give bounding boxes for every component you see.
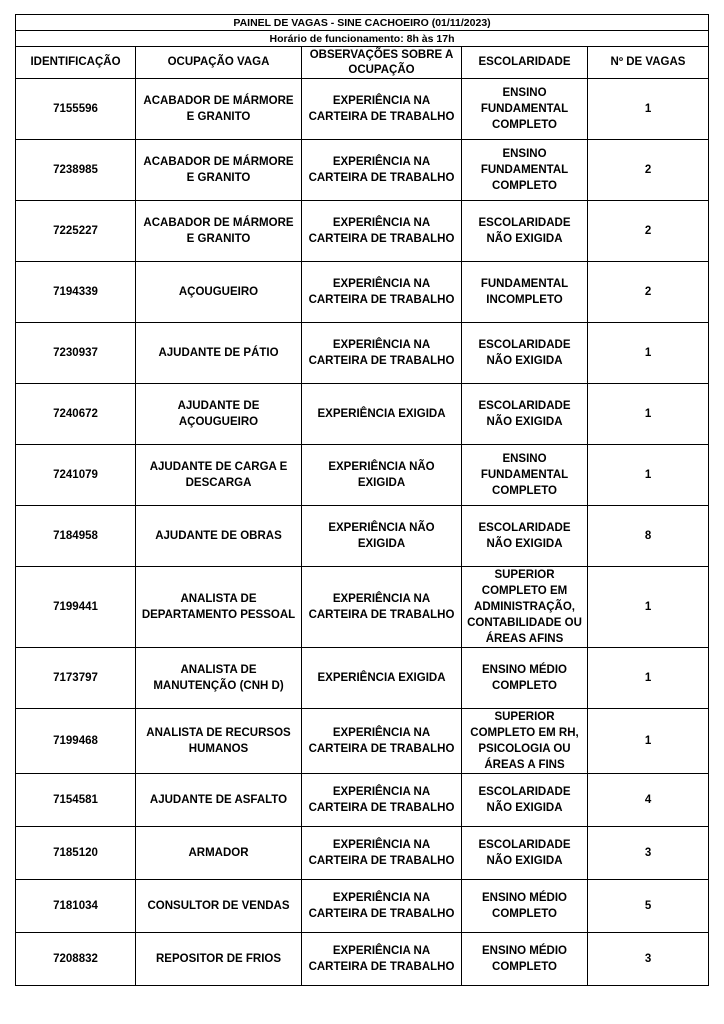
cell-id: 7155596 [16,79,136,140]
table-row [16,567,709,648]
cell-id: 7194339 [16,262,136,323]
column-header-occupation: OCUPAÇÃO VAGA [136,47,302,79]
cell-notes: EXPERIÊNCIA NA CARTEIRA DE TRABALHO [302,262,462,323]
column-header-count: Nº DE VAGAS [588,47,709,79]
table-row [16,709,709,774]
cell-notes: EXPERIÊNCIA NA CARTEIRA DE TRABALHO [302,567,462,648]
cell-count: 1 [588,384,709,445]
cell-education: ESCOLARIDADE NÃO EXIGIDA [462,827,588,880]
cell-occupation: AJUDANTE DE OBRAS [136,506,302,567]
cell-notes: EXPERIÊNCIA NA CARTEIRA DE TRABALHO [302,323,462,384]
column-header-notes: OBSERVAÇÕES SOBRE A OCUPAÇÃO [302,47,462,79]
cell-occupation: AJUDANTE DE ASFALTO [136,774,302,827]
table-header [16,47,709,79]
table-row [16,201,709,262]
table-row [16,79,709,140]
cell-education: ESCOLARIDADE NÃO EXIGIDA [462,323,588,384]
cell-education: SUPERIOR COMPLETO EM ADMINISTRAÇÃO, CONTABILIDADE OU ÁREAS AFINS [462,567,588,648]
cell-count: 2 [588,201,709,262]
cell-id: 7230937 [16,323,136,384]
cell-notes: EXPERIÊNCIA NA CARTEIRA DE TRABALHO [302,140,462,201]
table-row [16,384,709,445]
cell-occupation: REPOSITOR DE FRIOS [136,933,302,986]
cell-education: ESCOLARIDADE NÃO EXIGIDA [462,201,588,262]
table-row [16,323,709,384]
cell-occupation: ANALISTA DE DEPARTAMENTO PESSOAL [136,567,302,648]
cell-notes: EXPERIÊNCIA NÃO EXIGIDA [302,445,462,506]
cell-education: SUPERIOR COMPLETO EM RH, PSICOLOGIA OU ÁREAS A FINS [462,709,588,774]
job-board-sheet [15,14,708,986]
cell-education: ENSINO FUNDAMENTAL COMPLETO [462,79,588,140]
table-row [16,262,709,323]
cell-count: 1 [588,567,709,648]
cell-count: 1 [588,323,709,384]
table-row [16,933,709,986]
cell-notes: EXPERIÊNCIA NA CARTEIRA DE TRABALHO [302,827,462,880]
cell-education: ESCOLARIDADE NÃO EXIGIDA [462,774,588,827]
cell-occupation: ANALISTA DE MANUTENÇÃO (CNH D) [136,648,302,709]
cell-id: 7238985 [16,140,136,201]
cell-notes: EXPERIÊNCIA NA CARTEIRA DE TRABALHO [302,709,462,774]
cell-count: 1 [588,648,709,709]
table-row [16,445,709,506]
table-row [16,774,709,827]
cell-count: 1 [588,709,709,774]
cell-id: 7185120 [16,827,136,880]
cell-id: 7240672 [16,384,136,445]
cell-occupation: AJUDANTE DE CARGA E DESCARGA [136,445,302,506]
cell-id: 7208832 [16,933,136,986]
cell-education: ENSINO MÉDIO COMPLETO [462,933,588,986]
cell-count: 5 [588,880,709,933]
cell-id: 7241079 [16,445,136,506]
opening-hours: Horário de funcionamento: 8h às 17h [16,31,709,47]
cell-count: 3 [588,933,709,986]
column-header-education: ESCOLARIDADE [462,47,588,79]
column-header-id: IDENTIFICAÇÃO [16,47,136,79]
cell-notes: EXPERIÊNCIA NA CARTEIRA DE TRABALHO [302,880,462,933]
cell-education: ESCOLARIDADE NÃO EXIGIDA [462,384,588,445]
table-row [16,140,709,201]
cell-id: 7154581 [16,774,136,827]
job-table [15,14,709,986]
table-row [16,827,709,880]
table-row [16,648,709,709]
cell-education: ENSINO FUNDAMENTAL COMPLETO [462,140,588,201]
cell-occupation: AJUDANTE DE AÇOUGUEIRO [136,384,302,445]
cell-education: FUNDAMENTAL INCOMPLETO [462,262,588,323]
page-title: PAINEL DE VAGAS - SINE CACHOEIRO (01/11/2023) [16,15,709,31]
cell-count: 3 [588,827,709,880]
cell-id: 7184958 [16,506,136,567]
cell-education: ENSINO FUNDAMENTAL COMPLETO [462,445,588,506]
cell-count: 2 [588,140,709,201]
cell-education: ESCOLARIDADE NÃO EXIGIDA [462,506,588,567]
cell-count: 1 [588,445,709,506]
cell-count: 8 [588,506,709,567]
cell-id: 7199441 [16,567,136,648]
cell-occupation: ANALISTA DE RECURSOS HUMANOS [136,709,302,774]
cell-notes: EXPERIÊNCIA NA CARTEIRA DE TRABALHO [302,774,462,827]
cell-notes: EXPERIÊNCIA NA CARTEIRA DE TRABALHO [302,79,462,140]
cell-id: 7173797 [16,648,136,709]
cell-count: 1 [588,79,709,140]
table-row [16,880,709,933]
cell-notes: EXPERIÊNCIA NA CARTEIRA DE TRABALHO [302,933,462,986]
cell-occupation: ACABADOR DE MÁRMORE E GRANITO [136,79,302,140]
cell-notes: EXPERIÊNCIA NA CARTEIRA DE TRABALHO [302,201,462,262]
cell-notes: EXPERIÊNCIA NÃO EXIGIDA [302,506,462,567]
cell-education: ENSINO MÉDIO COMPLETO [462,648,588,709]
cell-education: ENSINO MÉDIO COMPLETO [462,880,588,933]
cell-notes: EXPERIÊNCIA EXIGIDA [302,648,462,709]
cell-occupation: ACABADOR DE MÁRMORE E GRANITO [136,140,302,201]
cell-id: 7181034 [16,880,136,933]
cell-occupation: AJUDANTE DE PÁTIO [136,323,302,384]
cell-occupation: CONSULTOR DE VENDAS [136,880,302,933]
cell-notes: EXPERIÊNCIA EXIGIDA [302,384,462,445]
cell-occupation: ACABADOR DE MÁRMORE E GRANITO [136,201,302,262]
cell-count: 4 [588,774,709,827]
cell-occupation: ARMADOR [136,827,302,880]
cell-count: 2 [588,262,709,323]
cell-id: 7199468 [16,709,136,774]
cell-id: 7225227 [16,201,136,262]
table-row [16,506,709,567]
cell-occupation: AÇOUGUEIRO [136,262,302,323]
